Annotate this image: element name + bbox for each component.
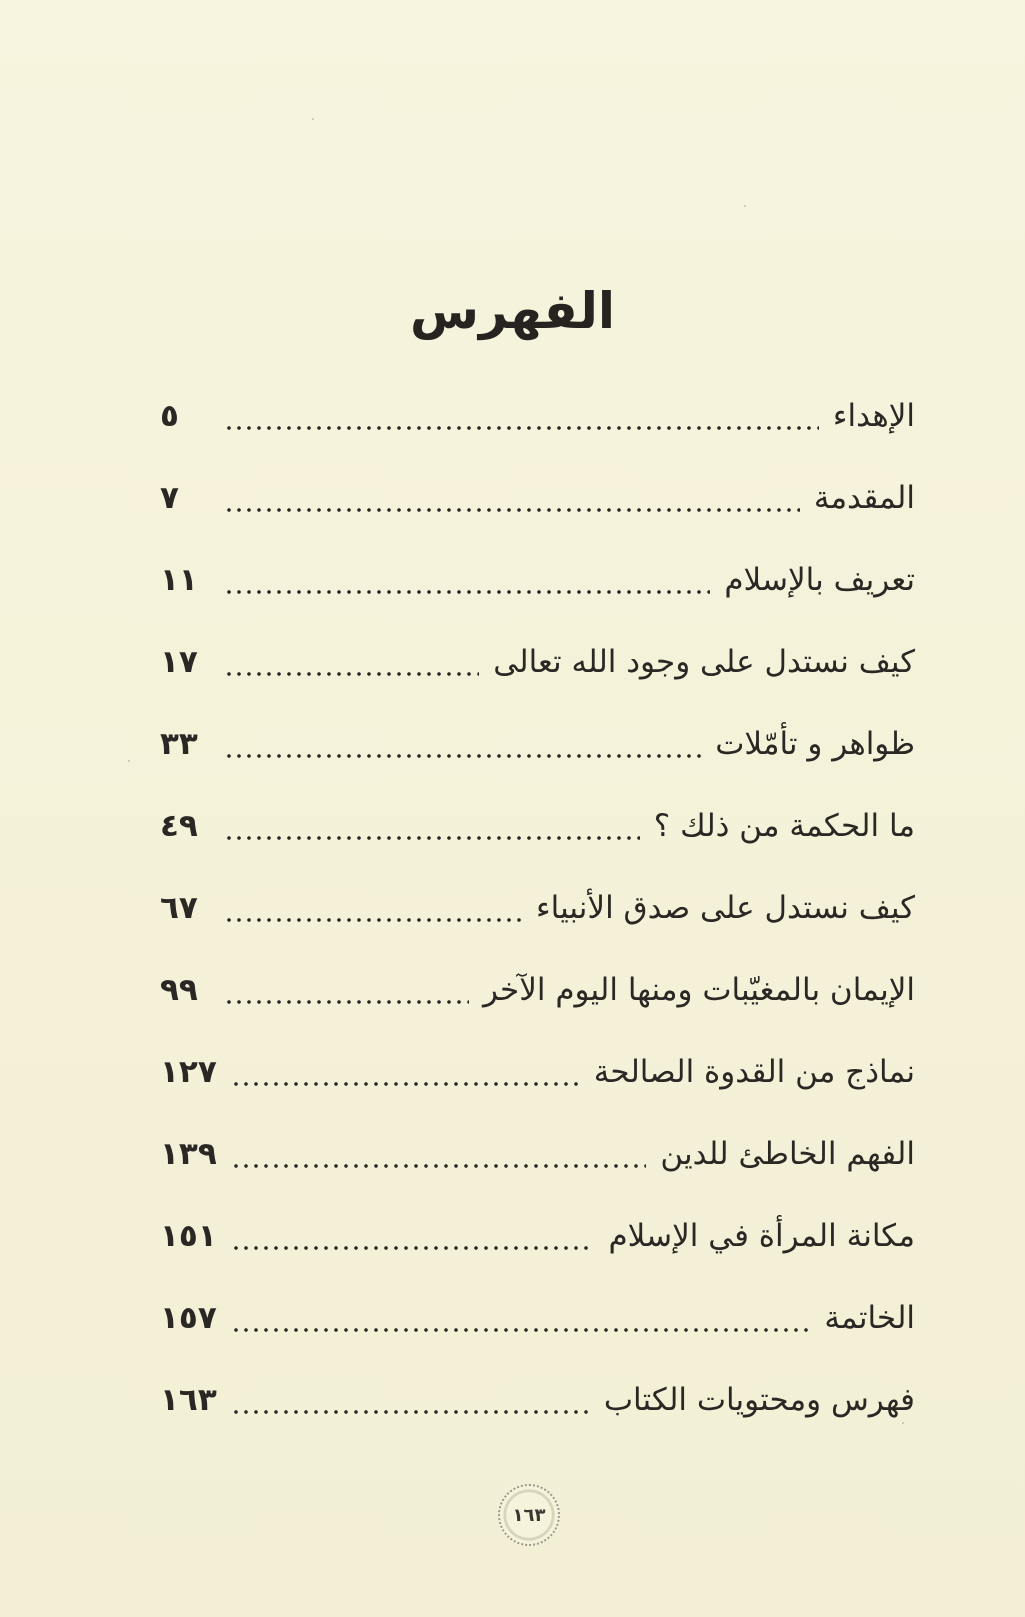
dot-leader [231,1410,590,1414]
toc-entry [160,867,915,949]
toc-entry-page: ٦٧ [160,890,198,926]
toc-entry-title: الخاتمة [824,1300,915,1336]
dot-leader [224,918,522,922]
dot-leader [224,672,479,676]
toc-entry-title: الفهم الخاطئ للدين [660,1136,915,1172]
dot-leader [224,754,701,758]
toc-entry [160,1031,915,1113]
toc-entry-page: ٩٩ [160,972,198,1008]
page-title: الفهرس [409,282,615,340]
dot-leader [231,1246,595,1250]
dot-leader [224,1000,469,1004]
toc-entry [160,785,915,867]
dot-leader [224,836,640,840]
toc-entry-page: ١١ [160,562,198,598]
paper-speck [744,205,746,207]
toc-entry [160,1277,915,1359]
paper-speck [902,1422,904,1424]
toc-entry-title: ظواهر و تأمّلات [715,726,915,762]
toc-entry-page: ١٥٧ [160,1300,217,1336]
toc-entry [160,949,915,1031]
toc-entry-page: ١٦٣ [160,1382,217,1418]
toc-entry-title: ما الحكمة من ذلك ؟ [653,808,915,844]
dot-leader [224,426,819,430]
toc-entry [160,1359,915,1441]
toc-entry-page: ٤٩ [160,808,198,844]
toc-entry-title: كيف نستدل على وجود الله تعالى [493,644,915,680]
toc-entry-title: تعريف بالإسلام [724,562,915,598]
toc-entry-title: الإيمان بالمغيّبات ومنها اليوم الآخر [482,972,915,1008]
toc-entry-page: ٥ [160,398,179,434]
toc-entry-title: كيف نستدل على صدق الأنبياء [536,890,915,926]
toc-entry-page: ١٥١ [160,1218,217,1254]
toc-entry [160,621,915,703]
toc-entry-page: ١٢٧ [160,1054,217,1090]
dot-leader [231,1082,580,1086]
toc-entry-page: ١٣٩ [160,1136,217,1172]
toc-entry [160,1195,915,1277]
page-number-badge [498,1484,560,1546]
table-of-contents [160,375,915,1441]
dot-leader [224,590,710,594]
toc-entry [160,539,915,621]
toc-entry-title: نماذج من القدوة الصالحة [593,1054,915,1090]
paper-speck [128,760,130,762]
toc-entry [160,457,915,539]
toc-entry-title: المقدمة [813,480,915,516]
toc-entry [160,375,915,457]
dot-leader [231,1328,811,1332]
toc-entry-title: مكانة المرأة في الإسلام [608,1218,915,1254]
page-number: ١٦٣ [512,1504,546,1526]
toc-entry-page: ٣٣ [160,726,198,762]
toc-entry [160,1113,915,1195]
toc-entry-page: ٧ [160,480,179,516]
toc-entry [160,703,915,785]
dot-leader [224,508,800,512]
toc-entry-title: الإهداء [832,398,915,434]
toc-entry-title: فهرس ومحتويات الكتاب [603,1382,915,1418]
toc-entry-page: ١٧ [160,644,198,680]
dot-leader [231,1164,647,1168]
paper-speck [312,118,314,120]
